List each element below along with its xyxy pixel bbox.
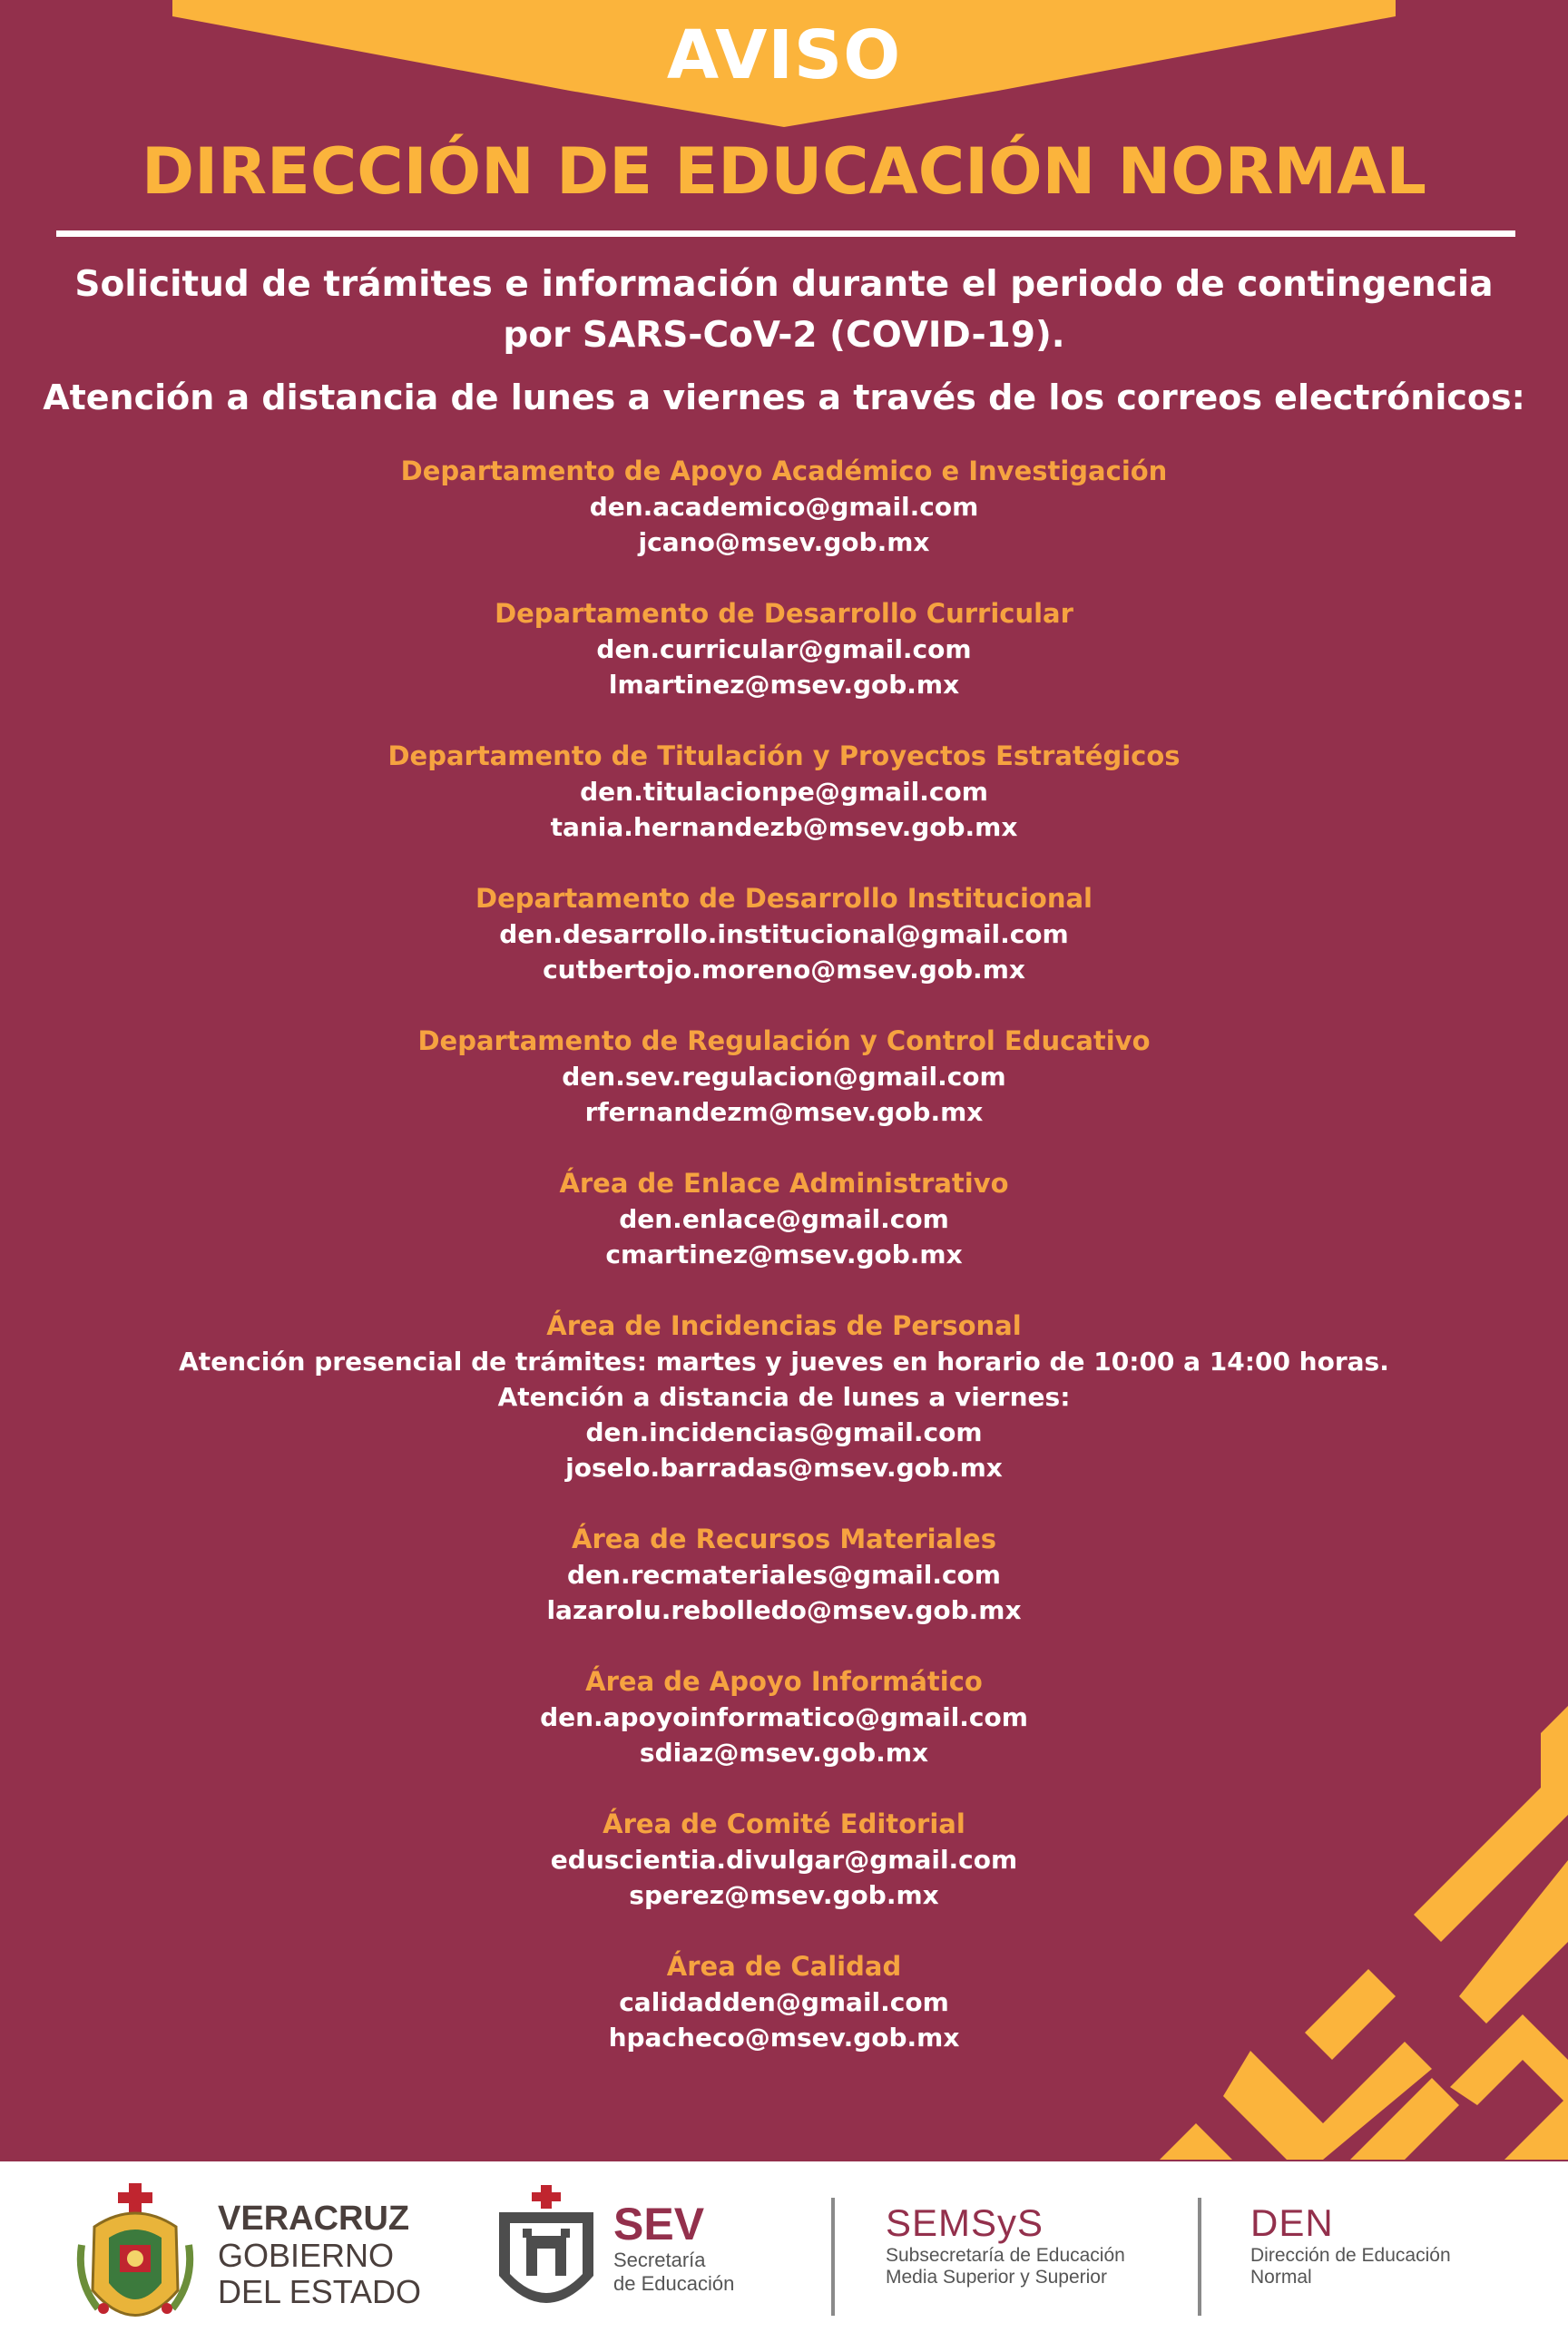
semsys-logo-text bbox=[886, 2201, 1125, 2288]
department-block bbox=[0, 1166, 1568, 1272]
department-name: Área de Calidad bbox=[666, 1951, 902, 1982]
subtitle bbox=[0, 260, 1568, 361]
sev-logo-text bbox=[613, 2200, 734, 2296]
den-line-1: Dirección de Educación bbox=[1250, 2245, 1451, 2266]
contact-email[interactable]: jcano@msev.gob.mx bbox=[638, 527, 930, 557]
department-block bbox=[0, 1522, 1568, 1628]
contact-email[interactable]: lazarolu.rebolledo@msev.gob.mx bbox=[546, 1595, 1022, 1625]
title-divider bbox=[56, 230, 1515, 237]
contact-email[interactable]: eduscientia.divulgar@gmail.com bbox=[550, 1845, 1018, 1875]
contact-email[interactable]: sperez@msev.gob.mx bbox=[629, 1880, 939, 1910]
contact-email[interactable]: den.academico@gmail.com bbox=[589, 492, 979, 522]
department-block bbox=[0, 596, 1568, 702]
semsys-line-2: Media Superior y Superior bbox=[886, 2267, 1107, 2288]
department-name: Área de Comité Editorial bbox=[603, 1808, 965, 1839]
semsys-acronym: SEMSyS bbox=[886, 2201, 1044, 2244]
footer-divider bbox=[831, 2198, 835, 2316]
contact-email[interactable]: joselo.barradas@msev.gob.mx bbox=[565, 1453, 1003, 1483]
subtitle-line-1: Solicitud de trámites e información durante el periodo de contingencia bbox=[74, 264, 1494, 305]
schedule-text: Atención a distancia de lunes a viernes: bbox=[497, 1382, 1071, 1412]
contact-email[interactable]: calidadden@gmail.com bbox=[619, 1987, 949, 2017]
department-name: Área de Apoyo Informático bbox=[585, 1666, 983, 1697]
department-name: Área de Recursos Materiales bbox=[572, 1524, 996, 1554]
contact-email[interactable]: sdiaz@msev.gob.mx bbox=[639, 1738, 929, 1768]
contact-email[interactable]: tania.hernandezb@msev.gob.mx bbox=[550, 812, 1018, 842]
den-acronym: DEN bbox=[1250, 2201, 1334, 2244]
schedule-text: Atención presencial de trámites: martes y jueves en horario de 10:00 a 14:00 horas. bbox=[179, 1347, 1389, 1377]
department-block bbox=[0, 1024, 1568, 1130]
contact-email[interactable]: den.sev.regulacion@gmail.com bbox=[562, 1062, 1006, 1092]
contact-email[interactable]: cutbertojo.moreno@msev.gob.mx bbox=[543, 955, 1025, 985]
aviso-heading: AVISO bbox=[666, 16, 902, 94]
contact-email[interactable]: cmartinez@msev.gob.mx bbox=[605, 1240, 963, 1269]
contact-email[interactable]: hpacheco@msev.gob.mx bbox=[608, 2023, 960, 2053]
contact-email[interactable]: den.apoyoinformatico@gmail.com bbox=[540, 1702, 1028, 1732]
semsys-line-1: Subsecretaría de Educación bbox=[886, 2245, 1125, 2266]
department-name: Departamento de Regulación y Control Educativo bbox=[417, 1025, 1151, 1056]
department-name: Departamento de Desarrollo Curricular bbox=[495, 598, 1073, 629]
sev-shield-icon bbox=[490, 2185, 603, 2330]
contact-email[interactable]: den.curricular@gmail.com bbox=[596, 634, 972, 664]
sev-line-2: de Educación bbox=[613, 2272, 735, 2295]
footer bbox=[0, 2161, 1568, 2352]
contact-email[interactable]: den.incidencias@gmail.com bbox=[585, 1417, 983, 1447]
veracruz-gobierno-logo-text bbox=[218, 2200, 421, 2310]
contact-email[interactable]: den.titulacionpe@gmail.com bbox=[580, 777, 988, 807]
den-logo-text bbox=[1250, 2201, 1451, 2288]
veracruz-coat-of-arms-icon bbox=[76, 2181, 194, 2336]
contact-email[interactable]: den.desarrollo.institucional@gmail.com bbox=[499, 919, 1069, 949]
page-title: DIRECCIÓN DE EDUCACIÓN NORMAL bbox=[141, 134, 1427, 209]
attention-text: Atención a distancia de lunes a viernes a través de los correos electrónicos: bbox=[43, 377, 1525, 417]
contact-email[interactable]: lmartinez@msev.gob.mx bbox=[608, 670, 960, 700]
gobierno-line-1: VERACRUZ bbox=[218, 2200, 410, 2238]
footer-divider bbox=[1198, 2198, 1201, 2316]
sev-line-1: Secretaría bbox=[613, 2249, 706, 2271]
department-name: Departamento de Apoyo Académico e Investigación bbox=[400, 456, 1168, 486]
sev-acronym: SEV bbox=[613, 2199, 705, 2249]
department-block bbox=[0, 881, 1568, 987]
department-name: Área de Enlace Administrativo bbox=[559, 1168, 1009, 1199]
den-line-2: Normal bbox=[1250, 2267, 1312, 2288]
department-block bbox=[0, 454, 1568, 560]
contact-email[interactable]: den.recmateriales@gmail.com bbox=[567, 1560, 1001, 1590]
gobierno-line-3: DEL ESTADO bbox=[218, 2273, 422, 2310]
department-block bbox=[0, 739, 1568, 845]
subtitle-line-2: por SARS-CoV-2 (COVID-19). bbox=[503, 315, 1065, 356]
department-name: Departamento de Titulación y Proyectos Estratégicos bbox=[387, 740, 1181, 771]
contact-email[interactable]: rfernandezm@msev.gob.mx bbox=[584, 1097, 984, 1127]
decorative-fret-pattern bbox=[1142, 1706, 1568, 2160]
department-name: Departamento de Desarrollo Institucional bbox=[475, 883, 1093, 914]
department-block bbox=[0, 1308, 1568, 1485]
contact-email[interactable]: den.enlace@gmail.com bbox=[619, 1204, 949, 1234]
gobierno-line-2: GOBIERNO bbox=[218, 2237, 395, 2274]
department-name: Área de Incidencias de Personal bbox=[546, 1310, 1022, 1341]
